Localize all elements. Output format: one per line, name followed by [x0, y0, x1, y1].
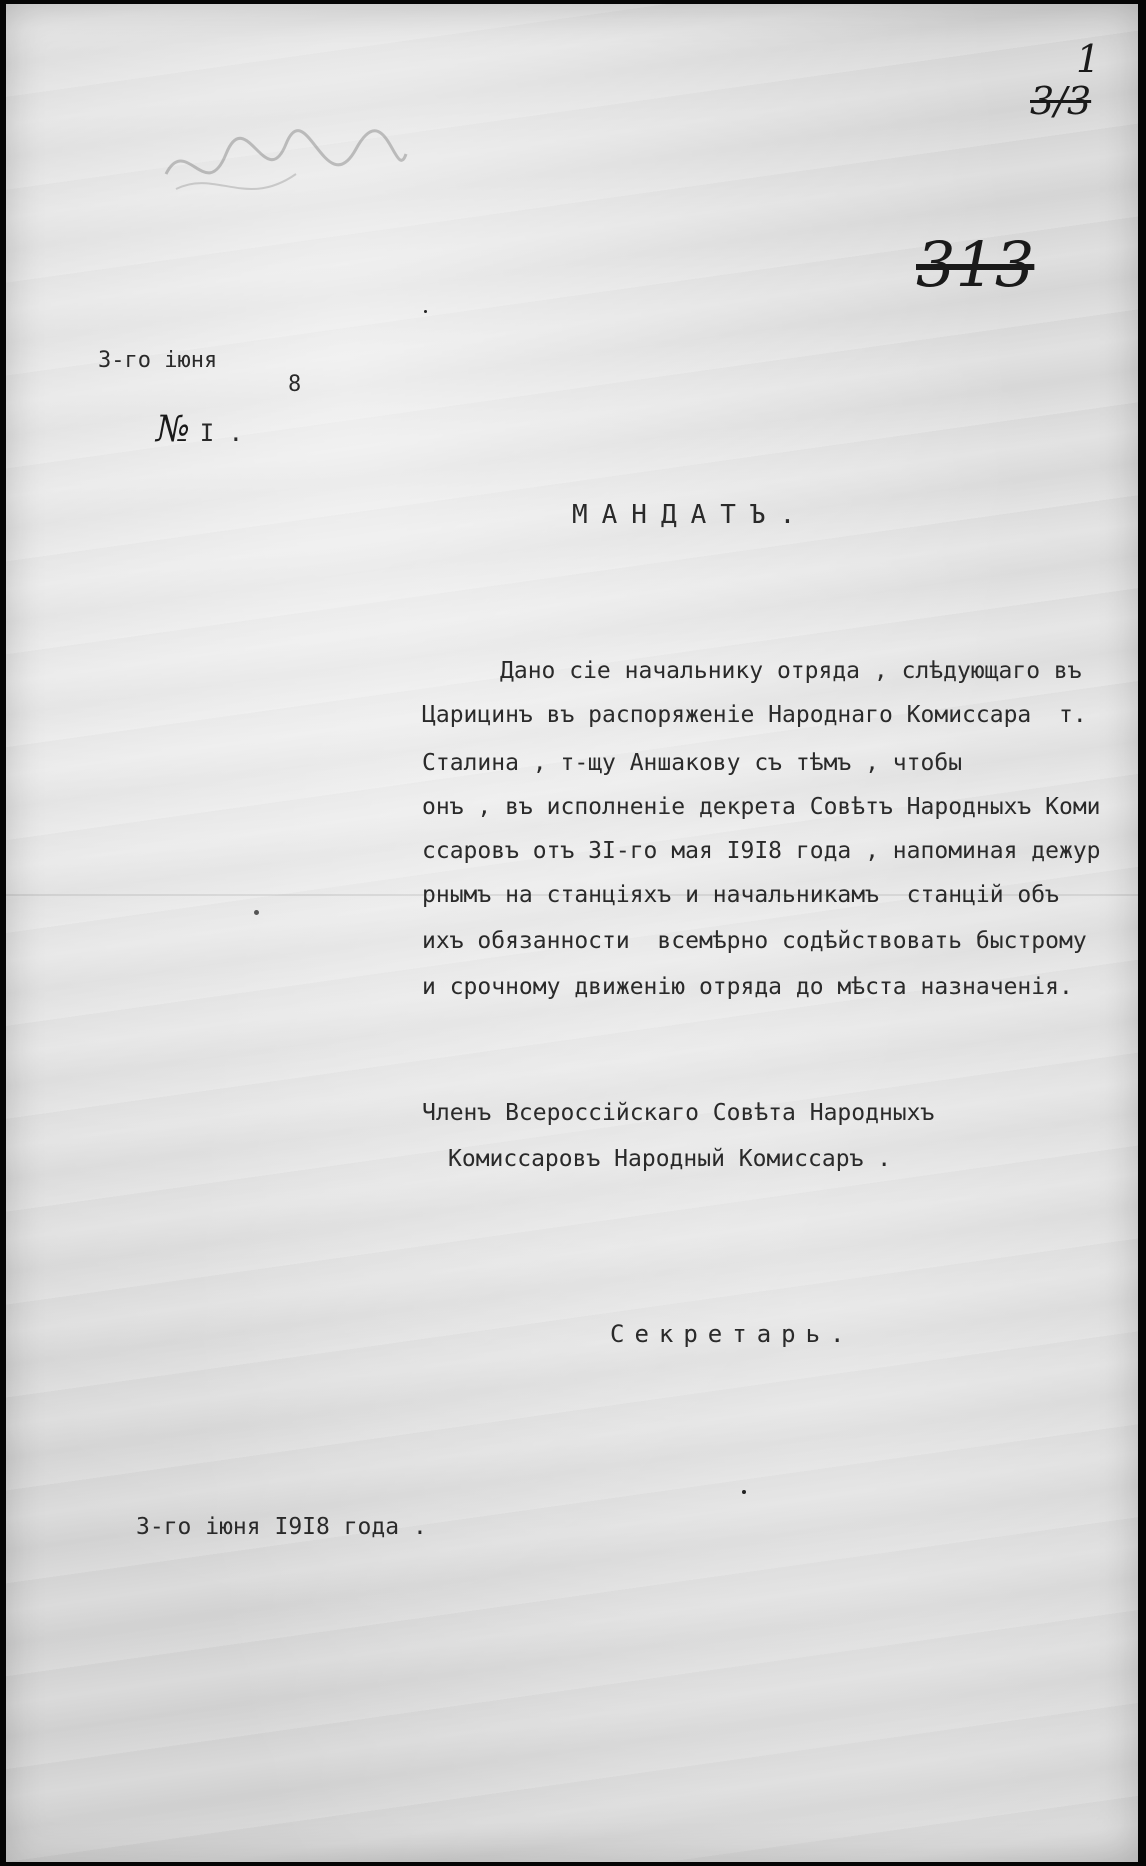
body-line-3: Сталина , т-щу Аншакову съ тѣмъ , чтобы	[422, 750, 963, 776]
secretary-label: Секретарь.	[610, 1320, 855, 1348]
number-value: I .	[199, 419, 244, 447]
footer-date: 3-го іюня I9I8 года .	[136, 1514, 427, 1540]
archive-mark-folio: 3/3	[1030, 79, 1092, 123]
number-prefix: №	[156, 409, 191, 450]
body-line-1: Дано сіе начальнику отряда , слѣдующаго въ	[500, 658, 1082, 684]
document-title: МАНДАТЪ.	[572, 500, 810, 530]
body-line-4: онъ , въ исполненіе декрета Совѣтъ Народныхъ Коми	[422, 794, 1101, 820]
pencil-scribble	[156, 114, 416, 224]
header-date: 3-го іюня	[98, 348, 218, 373]
ink-dot	[742, 1490, 746, 1494]
signature-line-1: Членъ Всероссійскаго Совѣта Народныхъ	[422, 1100, 935, 1126]
body-line-8: и срочному движенію отряда до мѣста назначенія.	[422, 974, 1073, 1000]
ink-dot	[254, 910, 259, 915]
body-line-2: Царицинъ въ распоряженіе Народнаго Комиссара т.	[422, 702, 1087, 728]
archive-mark-one: 1	[1076, 37, 1101, 81]
body-line-7: ихъ обязанности всемѣрно содѣйствовать быстрому	[422, 928, 1087, 954]
body-line-5: ссаровъ отъ 3I-го мая I9I8 года , напоминая дежур	[422, 838, 1101, 864]
document-number	[156, 409, 244, 450]
header-year-digit: 8	[288, 372, 302, 397]
signature-line-2: Комиссаровъ Народный Комиссаръ .	[448, 1146, 892, 1172]
document-page	[6, 4, 1138, 1862]
archive-mark-folio-large: 313	[916, 228, 1035, 301]
body-line-6: рнымъ на станціяхъ и начальникамъ станцій объ	[422, 882, 1059, 908]
ink-dot	[424, 310, 427, 313]
